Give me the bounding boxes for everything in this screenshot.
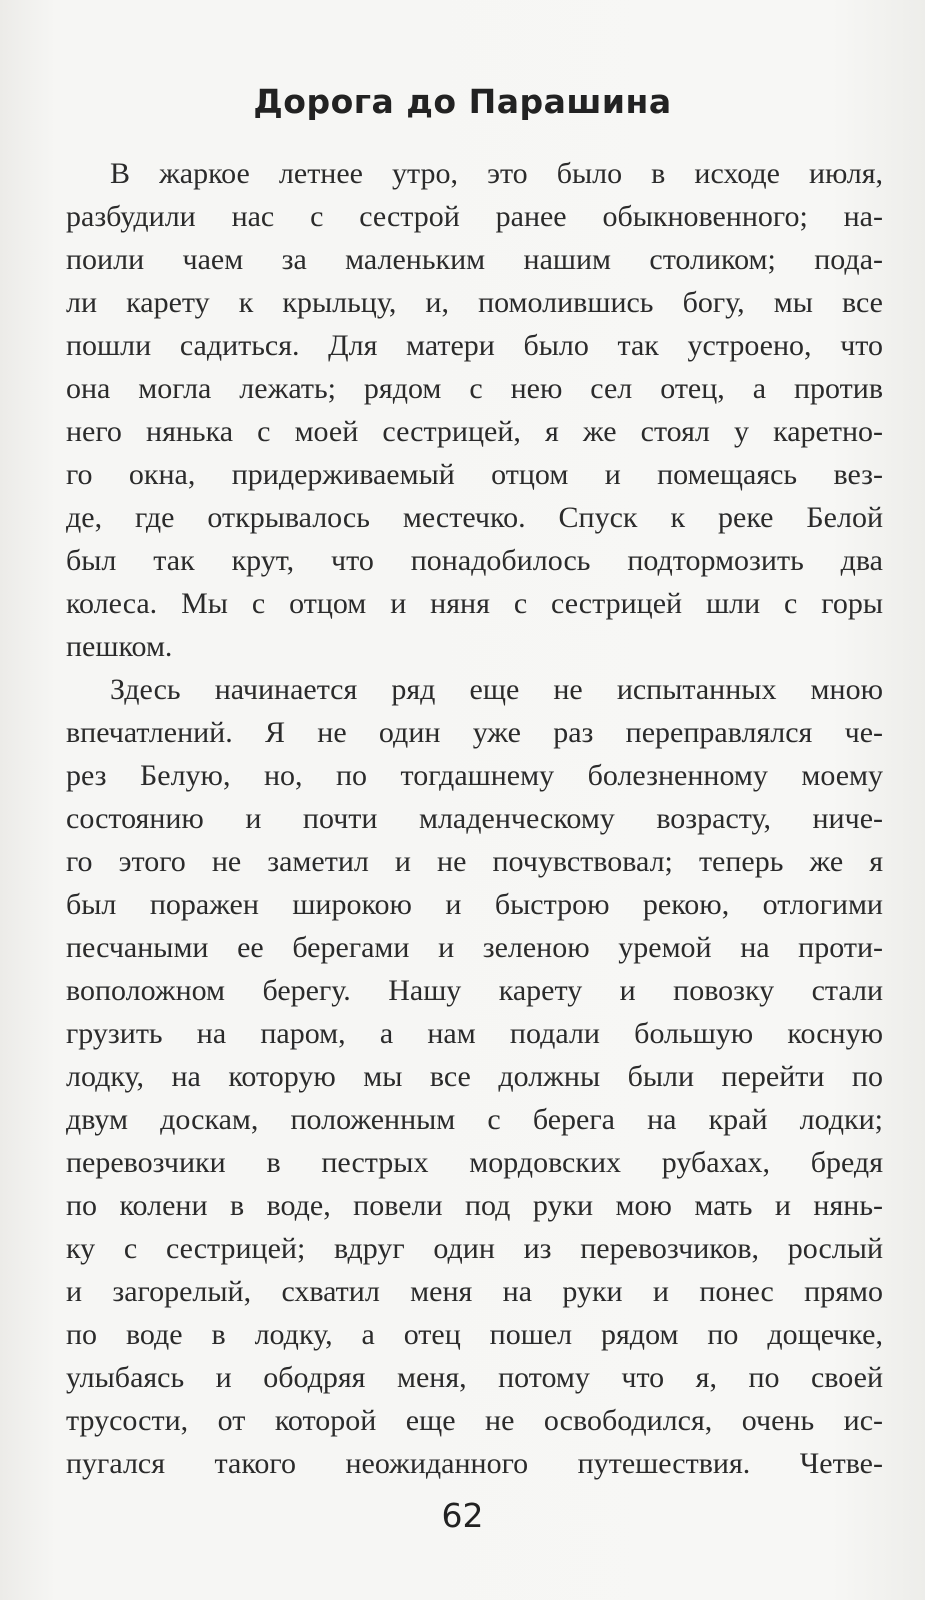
text-line: воположном берегу. Нашу карету и повозку стали: [66, 974, 883, 1007]
text-line: улыбаясь и ободряя меня, потому что я, по своей: [66, 1361, 883, 1394]
text-line: песчаными ее берегами и зеленою уремой на проти-: [66, 931, 883, 964]
text-line: пешком.: [66, 630, 173, 663]
text-line: впечатлений. Я не один уже раз переправлялся че-: [66, 716, 883, 749]
page-number: 62: [441, 1496, 484, 1535]
text-line: пошли садиться. Для матери было так устроено, что: [66, 329, 883, 362]
text-line: В жаркое летнее утро, это было в исходе июля,: [110, 157, 883, 190]
text-line: Здесь начинается ряд еще не испытанных мною: [110, 673, 883, 706]
text-line: колеса. Мы с отцом и няня с сестрицей шли с горы: [66, 587, 883, 620]
text-line: и загорелый, схватил меня на руки и понес прямо: [66, 1275, 883, 1308]
text-line: по колени в воде, повели под руки мою мать и нянь-: [66, 1189, 883, 1222]
text-line: двум доскам, положенным с берега на край лодки;: [66, 1103, 883, 1136]
text-line: по воде в лодку, а отец пошел рядом по дощечке,: [66, 1318, 883, 1351]
text-line: де, где открывалось местечко. Спуск к реке Белой: [66, 501, 883, 534]
text-line: разбудили нас с сестрой ранее обыкновенного; на-: [66, 200, 883, 233]
text-line: был так крут, что понадобилось подтормозить два: [66, 544, 883, 577]
text-line: состоянию и почти младенческому возрасту, ниче-: [66, 802, 883, 835]
chapter-title: Дорога до Парашина: [253, 82, 672, 121]
text-line: поили чаем за маленьким нашим столиком; пода-: [66, 243, 883, 276]
text-line: го этого не заметил и не почувствовал; теперь же я: [66, 845, 883, 878]
text-line: ли карету к крыльцу, и, помолившись богу, мы все: [66, 286, 883, 319]
text-line: лодку, на которую мы все должны были перейти по: [66, 1060, 883, 1093]
body-text: [66, 152, 883, 1485]
text-line: го окна, придерживаемый отцом и помещаясь вез-: [66, 458, 883, 491]
text-line: перевозчики в пестрых мордовских рубахах, бредя: [66, 1146, 883, 1179]
text-line: был поражен широкою и быстрою рекою, отлогими: [66, 888, 883, 921]
text-line: рез Белую, но, по тогдашнему болезненному моему: [66, 759, 883, 792]
text-line: грузить на паром, а нам подали большую косную: [66, 1017, 883, 1050]
text-line: ку с сестрицей; вдруг один из перевозчиков, рослый: [66, 1232, 883, 1265]
text-line: она могла лежать; рядом с нею сел отец, а против: [66, 372, 883, 405]
text-line: пугался такого неожиданного путешествия. Четве-: [66, 1447, 883, 1480]
text-line: него нянька с моей сестрицей, я же стоял у каретно-: [66, 415, 883, 448]
text-line: трусости, от которой еще не освободился, очень ис-: [66, 1404, 883, 1437]
